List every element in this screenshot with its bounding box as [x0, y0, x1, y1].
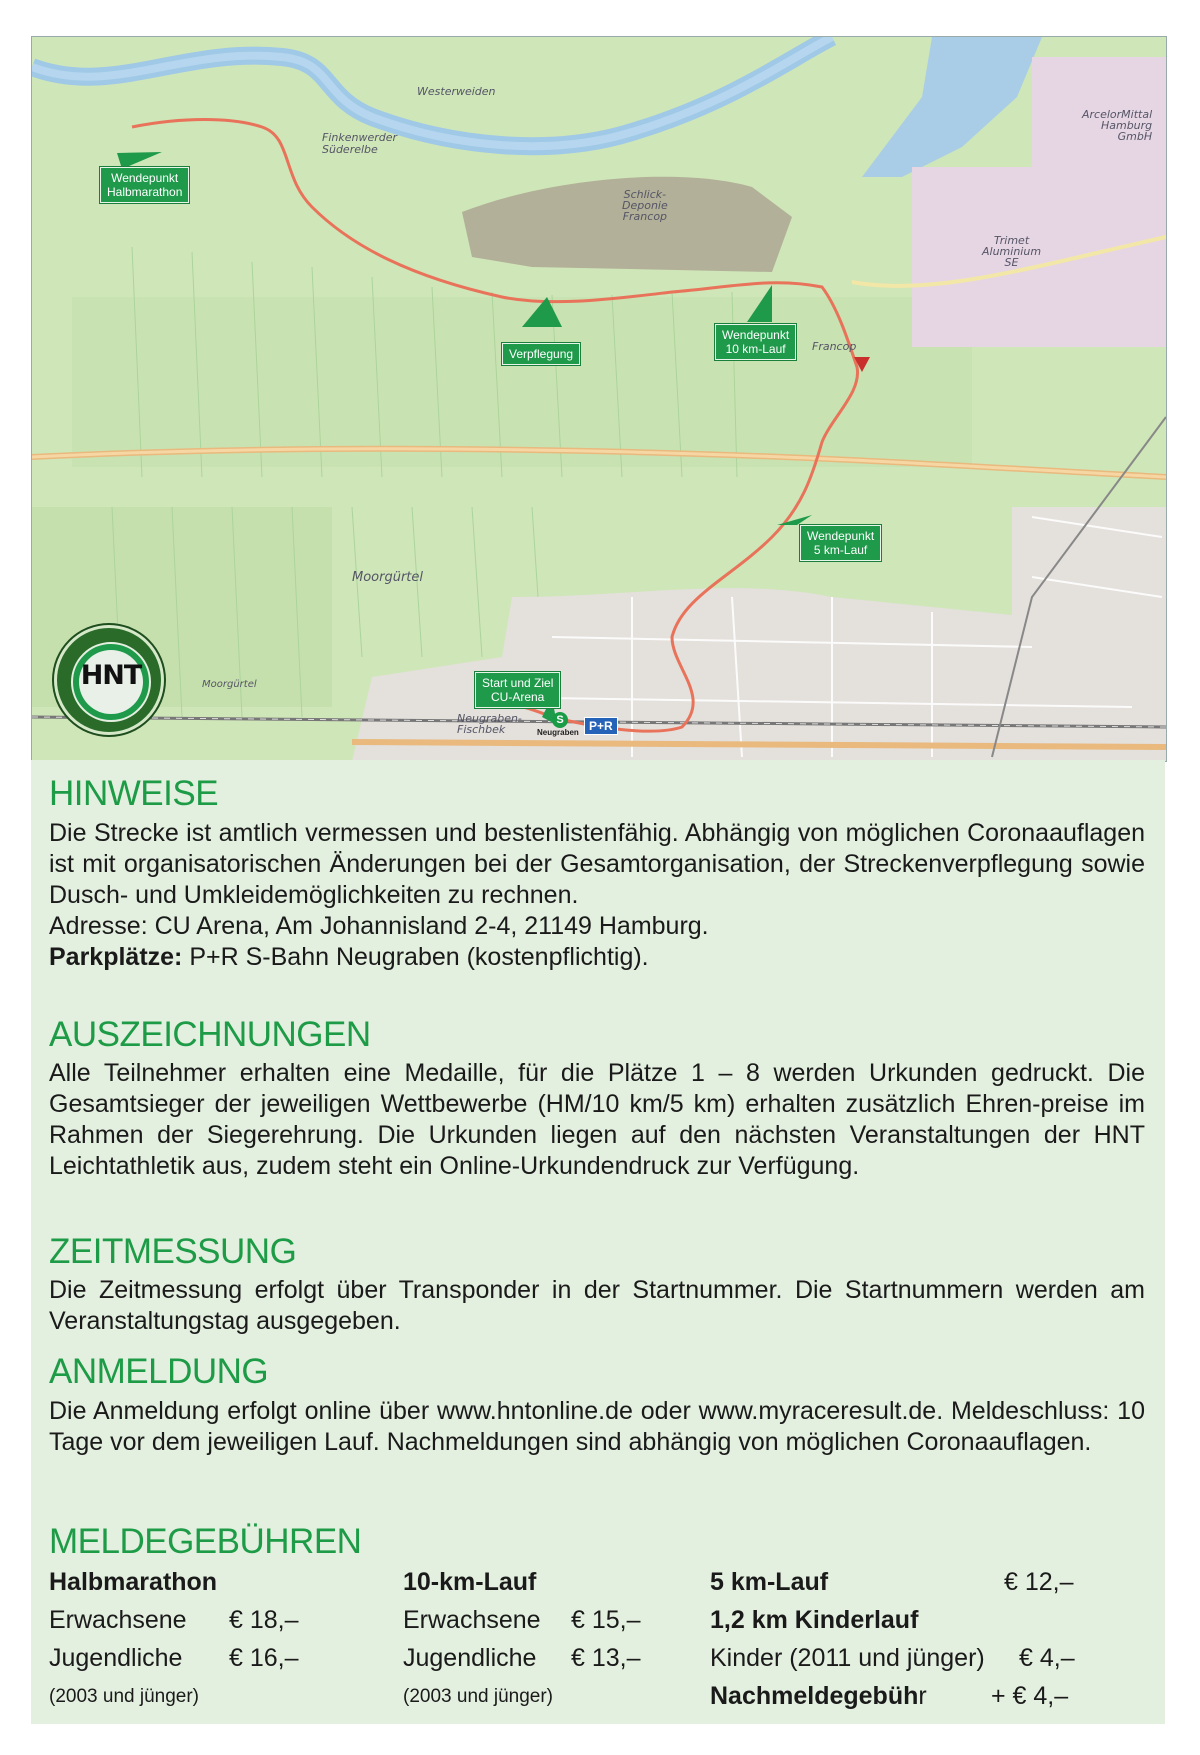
callout-wendepunkt-10km: Wendepunkt 10 km-Lauf — [715, 324, 796, 360]
fee-5km-heading: 5 km-Lauf — [710, 1568, 829, 1596]
fee-nachmeldung-price: + € 4,– — [991, 1682, 1069, 1710]
callout-wendepunkt-5km: Wendepunkt 5 km-Lauf — [800, 525, 881, 561]
fee-halbmarathon-youth-price: € 16,– — [229, 1644, 299, 1672]
park-and-ride-icon: P+R — [584, 717, 618, 735]
station-label: Neugraben — [537, 728, 579, 737]
section-title-anmeldung: ANMELDUNG — [49, 1352, 269, 1391]
map-place-neugraben: Neugraben- Fischbek — [457, 712, 522, 736]
route-map — [31, 36, 1167, 762]
map-place-deponie: Schlick- Deponie Francop — [622, 188, 668, 223]
fee-halbmarathon-adult-label: Erwachsene — [49, 1606, 187, 1634]
info-panel — [31, 760, 1165, 1724]
fee-10km-note: (2003 und jünger) — [403, 1686, 553, 1707]
hinweise-address: Adresse: CU Arena, Am Johannisland 2-4, 21149 Hamburg. — [49, 912, 709, 940]
hnt-logo — [54, 625, 164, 735]
section-title-auszeichnungen: AUSZEICHNUNGEN — [49, 1015, 371, 1054]
map-place-westerweiden: Westerweiden — [417, 85, 496, 98]
parking-text: P+R S-Bahn Neugraben (kostenpflichtig). — [182, 943, 649, 971]
fee-nachmeldung-label-bold: Nachmeldegebüh — [710, 1682, 919, 1710]
map-place-moorgurtel-2: Moorgürtel — [202, 679, 257, 690]
callout-wendepunkt-halbmarathon: Wendepunkt Halbmarathon — [100, 167, 189, 203]
fee-nachmeldung-label — [710, 1682, 927, 1711]
map-place-arcelor: ArcelorMittal Hamburg GmbH — [1082, 108, 1153, 143]
section-title-hinweise: HINWEISE — [49, 774, 219, 813]
callout-start-ziel: Start und Ziel CU-Arena — [475, 672, 560, 708]
anmeldung-text: Die Anmeldung erfolgt online über www.hntonline.de oder www.myraceresult.de. Meldeschluss: 10 Tage vor dem jeweiligen Lauf. Nachmeldungen sind abhängig von möglichen Coronaauflagen. — [49, 1397, 1145, 1456]
map-place-finkenwerder: Finkenwerder Süderelbe — [322, 131, 398, 156]
section-auszeichnungen-body — [49, 1058, 1145, 1182]
zeitmessung-text: Die Zeitmessung erfolgt über Transponder in der Startnummer. Die Startnummern werden am Veranstaltungstag ausgegeben. — [49, 1276, 1145, 1335]
fee-10km-adult-label: Erwachsene — [403, 1606, 541, 1634]
fee-10km-adult-price: € 15,– — [571, 1606, 641, 1634]
map-place-francop: Francop — [812, 340, 857, 353]
section-title-meldegebuehren: MELDEGEBÜHREN — [49, 1522, 362, 1561]
map-place-moorgurtel: Moorgürtel — [352, 570, 424, 585]
section-zeitmessung-body — [49, 1275, 1145, 1337]
fee-halbmarathon-heading: Halbmarathon — [49, 1568, 218, 1596]
fee-10km-youth-label: Jugendliche — [403, 1644, 537, 1672]
fee-kinderlauf-label: Kinder (2011 und jünger) — [710, 1644, 985, 1672]
fee-5km-price: € 12,– — [1004, 1568, 1074, 1596]
fee-halbmarathon-adult-price: € 18,– — [229, 1606, 299, 1634]
parking-label: Parkplätze: — [49, 943, 183, 971]
fee-10km-youth-price: € 13,– — [571, 1644, 641, 1672]
map-place-trimet: Trimet Aluminium SE — [982, 234, 1042, 269]
callout-verpflegung: Verpflegung — [502, 343, 580, 365]
hinweise-parking — [49, 942, 1145, 973]
auszeichnungen-text: Alle Teilnehmer erhalten eine Medaille, für die Plätze 1 – 8 werden Urkunden gedruckt. Die Gesamtsieger der jeweiligen Wettbewerbe (HM/10 km/5 km) erhalten zusätzlich Ehren-preise im Rahmen der Siegerehrung. Die Urkunden liegen auf den nächsten Veranstaltungen der HNT Leichtathletik aus, zudem steht ein Online-Urkundendruck zur Verfügung. — [49, 1059, 1145, 1180]
fee-nachmeldung-label-rest: r — [918, 1682, 927, 1710]
callout-pointers — [32, 37, 1166, 761]
section-title-zeitmessung: ZEITMESSUNG — [49, 1232, 297, 1271]
fee-halbmarathon-youth-label: Jugendliche — [49, 1644, 183, 1672]
section-anmeldung-body — [49, 1396, 1145, 1458]
s-bahn-icon: S — [552, 712, 568, 728]
fee-kinderlauf-price: € 4,– — [1019, 1644, 1075, 1672]
section-hinweise-body — [49, 818, 1145, 973]
fee-halbmarathon-note: (2003 und jünger) — [49, 1686, 199, 1707]
hnt-logo-text: HNT — [80, 660, 142, 691]
fee-kinderlauf-heading: 1,2 km Kinderlauf — [710, 1606, 919, 1634]
fee-10km-heading: 10-km-Lauf — [403, 1568, 537, 1596]
hinweise-text: Die Strecke ist amtlich vermessen und bestenlistenfähig. Abhängig von möglichen Coronaauflagen ist mit organisatorischen Änderungen bei der Gesamtorganisation, der Streckenverpflegung sowie Dusch- und Umkleidemöglichkeiten zu rechnen. — [49, 819, 1145, 909]
